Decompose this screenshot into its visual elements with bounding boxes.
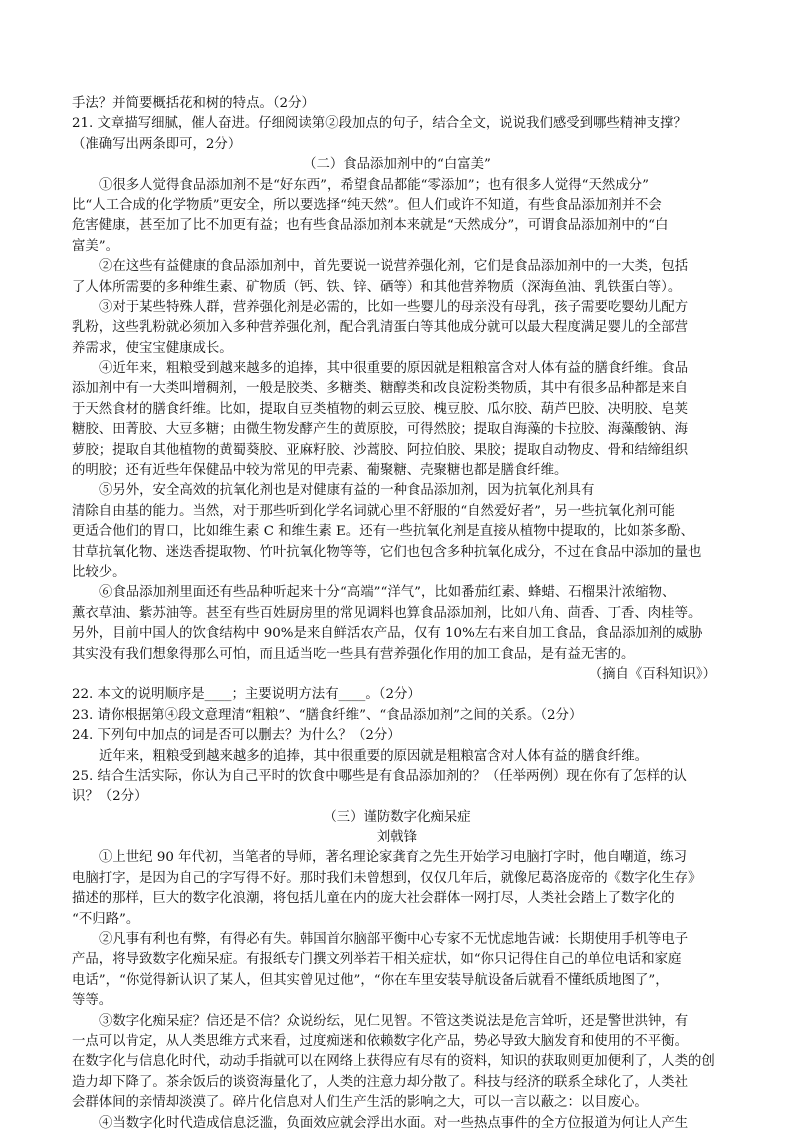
text-line: 会群体间的亲情却淡漠了。碎片化信息对人们生产生活的影响之大，可以一言以蔽之：以目废心。 xyxy=(72,1095,648,1111)
text-line: 甘草抗氧化物、迷迭香提取物、竹叶抗氧化物等等，它们也包含多种抗氧化成分，不过在食品中添加的量也 xyxy=(72,544,702,560)
text-line: 薰衣草油、紫苏油等。甚至有些百姓厨房里的常见调料也算食品添加剂，比如八角、茴香、丁香、肉桂等。 xyxy=(72,605,702,621)
text-line: 养需求，使宝宝健康成长。 xyxy=(72,340,233,356)
text-line: ⑥食品添加剂里面还有些品种听起来十分“高端”“洋气”，比如番茄红素、蜂蜡、石榴果汁浓缩物、 xyxy=(99,585,676,601)
text-line: ③数字化痴呆症？信还是不信？众说纷纭，见仁见智。不管这类说法是危言耸听，还是警世洪钟，有 xyxy=(99,1013,689,1029)
text-line: 一点可以肯定，从人类思维方式来看，过度痴迷和依赖数字化产品，势必导致大脑发育和使用的不平衡。 xyxy=(72,1033,688,1049)
text-line: 手法？并简要概括花和树的特点。（2分） xyxy=(72,96,315,111)
text-line: 24. 下列句中加点的词是否可以删去？为什么？（2分） xyxy=(72,728,401,744)
text-line: 更适合他们的胃口，比如维生素 C 和维生素 E。还有一些抗氧化剂是直接从植物中提取的，比如茶多酚、 xyxy=(72,524,694,540)
text-line: 等等。 xyxy=(72,993,113,1009)
text-line: ①很多人觉得食品添加剂不是“好东西”，希望食品都能“零添加”；也有很多人觉得“天然成分” xyxy=(99,177,649,193)
text-line: 23. 请你根据第④段文意理清“粗粮”、“膳食纤维”、“食品添加剂”之间的关系。（2分） xyxy=(72,707,583,723)
text-line: ⑤另外，安全高效的抗氧化剂也是对健康有益的一种食品添加剂，因为抗氧化剂具有 xyxy=(99,483,595,499)
text-line: “不归路”。 xyxy=(72,911,140,927)
text-line: 造力却下降了。茶余饭后的谈资海量化了，人类的注意力却分散了。科技与经济的联系全球化了，人类社 xyxy=(72,1074,688,1090)
text-line: 22. 本文的说明顺序是____；主要说明方法有____。（2分） xyxy=(72,687,421,703)
text-line: 其实没有我们想象得那么可怕，而且适当吃一些具有营养强化作用的加工食品，是有益无害的。 xyxy=(72,646,635,662)
text-line: 富美”。 xyxy=(72,238,120,254)
text-line: 萝胶；提取自其他植物的黄蜀葵胶、亚麻籽胶、沙蒿胶、阿拉伯胶、果胶；提取自动物皮、骨和结缔组织 xyxy=(72,442,688,458)
text-line: 糖胶、田菁胶、大豆多糖；由微生物发酵产生的黄原胶，可得然胶；提取自海藻的卡拉胶、海藻酸钠、海 xyxy=(72,422,688,438)
text-line: （摘自《百科知识》） xyxy=(588,666,716,682)
text-line: （三）谨防数字化痴呆症 xyxy=(323,809,471,825)
text-line: 电脑打字，是因为自己的字写得不好。那时我们未曾想到，仅仅几年后，就像尼葛洛庞帝的《数字化生存》 xyxy=(72,870,702,886)
text-line: 25. 结合生活实际，你认为自己平时的饮食中哪些是有食品添加剂的？（任举两例）现在你有了怎样的认 xyxy=(72,768,687,784)
document-page xyxy=(72,94,722,1134)
text-line: 于天然食材的膳食纤维。比如，提取自豆类植物的刺云豆胶、槐豆胶、瓜尔胶、葫芦巴胶、决明胶、皂荚 xyxy=(72,401,688,417)
text-line: （二）食品添加剂中的“白富美” xyxy=(303,157,491,173)
text-line: ③对于某些特殊人群，营养强化剂是必需的，比如一些婴儿的母亲没有母乳，孩子需要吃婴幼儿配方 xyxy=(99,299,689,315)
text-line: 产品，将导致数字化痴呆症。有报纸专门撰文列举若干相关症状，如“你只记得住自己的单位电话和家庭 xyxy=(72,952,682,968)
text-line: ④当数字化时代造成信息泛滥，负面效应就会浮出水面。对一些热点事件的全方位报道为何让人产生 xyxy=(99,1115,689,1131)
text-line: 电话”，“你觉得新认识了某人，但其实曾见过他”，“你在车里安装导航设备后就看不懂纸质地图了”， xyxy=(72,972,669,988)
text-line: 清除自由基的能力。当然，对于那些听到化学名词就心里不舒服的“自然爱好者”，另一些抗氧化剂可能 xyxy=(72,503,675,519)
text-line: 在数字化与信息化时代，动动手指就可以在网络上获得应有尽有的资料，知识的获取则更加便利了，人类的创 xyxy=(72,1054,715,1070)
text-line: 乳粉，这些乳粉就必须加入多种营养强化剂，配合乳清蛋白等其他成分就可以最大程度满足婴儿的全部营 xyxy=(72,320,688,336)
text-line: 21. 文章描写细腻，催人奋进。仔细阅读第②段加点的句子，结合全文，说说我们感受到哪些精神支撑？ xyxy=(72,116,687,132)
text-line: 近年来，粗粮受到越来越多的追捧，其中很重要的原因就是粗粮富含对人体有益的膳食纤维。 xyxy=(99,748,649,764)
text-line: ④近年来，粗粮受到越来越多的追捧，其中很重要的原因就是粗粮富含对人体有益的膳食纤维。食品 xyxy=(99,361,689,377)
text-line: 描述的那样，巨大的数字化浪潮，将包括儿童在内的庞大社会群体一网打尽，人类社会踏上了数字化的 xyxy=(72,891,675,907)
text-line: ②在这些有益健康的食品添加剂中，首先要说一说营养强化剂，它们是食品添加剂中的一大类，包括 xyxy=(99,259,689,275)
text-line: 的明胶；还有近些年保健品中较为常见的甲壳素、葡聚糖、壳聚糖也都是膳食纤维。 xyxy=(72,463,568,479)
text-line: （准确写出两条即可，2分） xyxy=(72,136,242,152)
text-line: 另外，目前中国人的饮食结构中 90%是来自鲜活农产品，仅有 10%左右来自加工食品，食品添加剂的威胁 xyxy=(72,626,703,642)
text-line: ②凡事有利也有弊，有得必有失。韩国首尔脑部平衡中心专家不无忧虑地告诫：长期使用手机等电子 xyxy=(99,932,689,948)
text-line: 了人体所需要的多种维生素、矿物质（钙、铁、锌、硒等）和其他营养物质（深海鱼油、乳铁蛋白等）。 xyxy=(72,279,682,295)
text-line: 比较少。 xyxy=(72,564,126,580)
text-line: 刘戟锋 xyxy=(376,830,418,846)
text-line: 危害健康，甚至加了比不加更有益；也有些食品添加剂本来就是“天然成分”，可谓食品添加剂中的“白 xyxy=(72,218,669,234)
text-line: 识？（2分） xyxy=(72,789,148,805)
text-line: 添加剂中有一大类叫增稠剂，一般是胶类、多糖类、糖醇类和改良淀粉类物质，其中有很多品种都是来自 xyxy=(72,381,688,397)
text-line: ①上世纪 90 年代初，当笔者的导师，著名理论家龚育之先生开始学习电脑打字时，他自嘲道，练习 xyxy=(99,850,687,866)
text-line: 比“人工合成的化学物质”更安全，所以要选择“纯天然”。但人们或许不知道，有些食品添加剂并不会 xyxy=(72,197,662,213)
